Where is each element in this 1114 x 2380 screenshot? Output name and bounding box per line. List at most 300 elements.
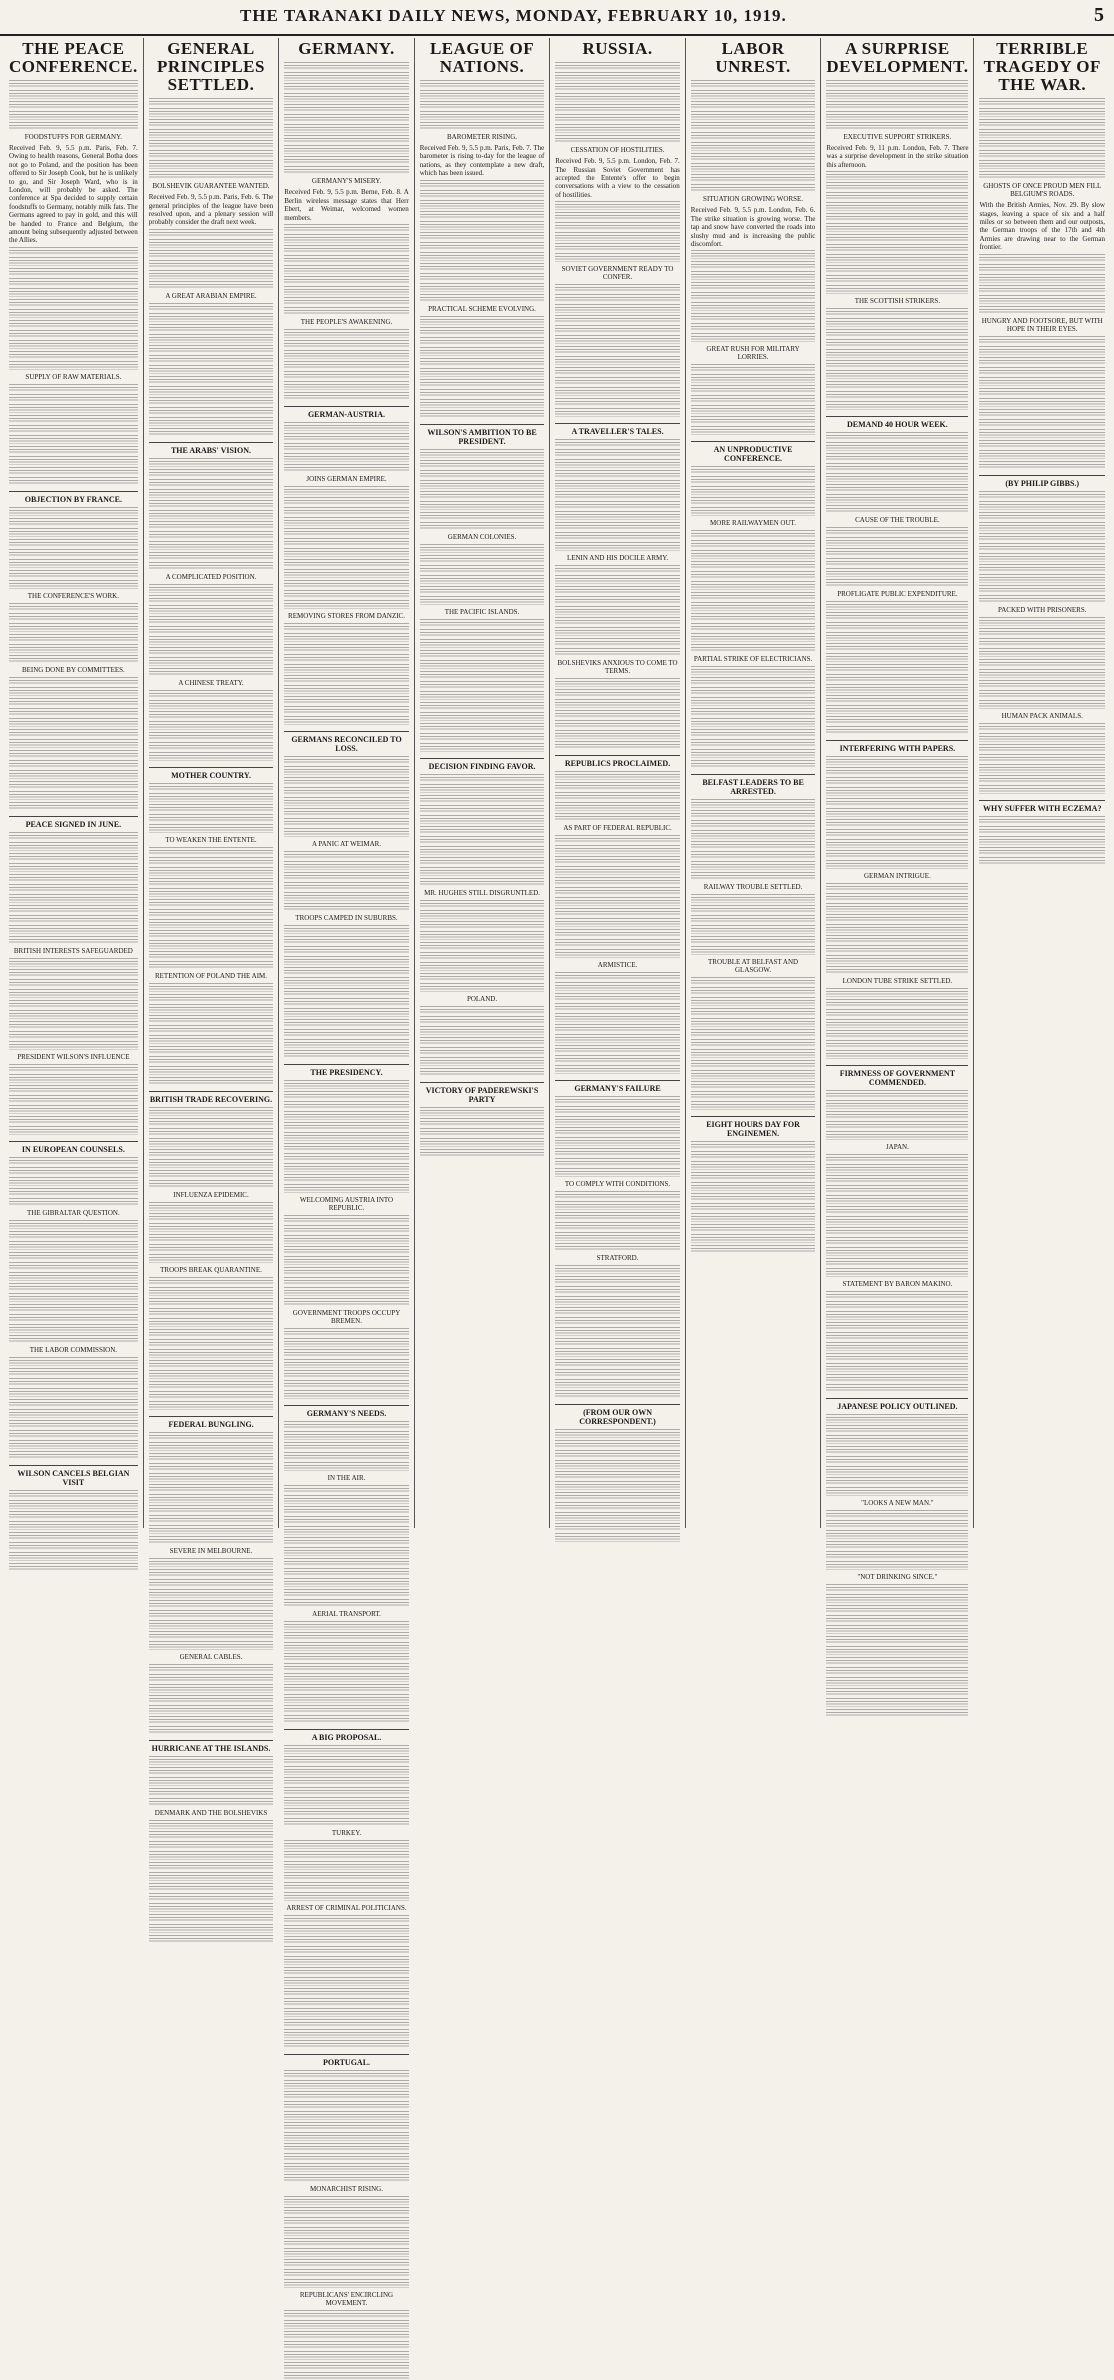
body-text-lines	[149, 783, 274, 791]
body-text-lines	[420, 712, 545, 720]
body-text-lines	[9, 802, 138, 810]
body-text-lines	[149, 1695, 274, 1703]
body-text-lines	[555, 617, 680, 625]
body-text-lines	[9, 90, 138, 98]
body-text-lines	[555, 845, 680, 853]
body-text-lines	[826, 234, 968, 242]
body-text-lines	[691, 894, 816, 902]
body-text-lines	[555, 1106, 680, 1114]
body-text-lines	[284, 861, 409, 869]
section-heading: POLAND.	[466, 994, 498, 1003]
body-text-lines	[691, 872, 816, 880]
body-text-lines	[9, 1095, 138, 1103]
body-text-lines	[9, 925, 138, 933]
body-text-lines	[691, 1213, 816, 1221]
body-text-lines	[555, 710, 680, 718]
body-text-lines	[149, 636, 274, 644]
body-text-lines	[9, 718, 138, 726]
body-text-lines	[420, 596, 545, 604]
body-text-lines	[284, 1421, 409, 1429]
body-text-lines	[149, 1674, 274, 1682]
body-text-lines	[284, 2227, 409, 2235]
body-text-lines	[979, 264, 1105, 272]
body-text-lines	[284, 1787, 409, 1795]
section-heading: BELFAST LEADERS TO BE ARRESTED.	[691, 774, 816, 796]
section-heading: AS PART OF FEDERAL REPUBLIC.	[563, 824, 672, 833]
body-text-lines	[555, 367, 680, 375]
body-text-lines	[149, 1851, 274, 1859]
body-text-lines	[149, 1831, 274, 1839]
body-text-lines	[826, 308, 968, 316]
section-heading: A COMPLICATED POSITION.	[165, 573, 257, 582]
body-text-lines	[420, 1068, 545, 1076]
body-text-lines	[284, 2111, 409, 2119]
body-text-lines	[420, 805, 545, 813]
section-heading: THE GIBRALTAR QUESTION.	[27, 1209, 120, 1218]
body-text-lines	[149, 1066, 274, 1074]
body-text-lines	[826, 80, 968, 88]
body-text-lines	[826, 1185, 968, 1193]
body-text-lines	[555, 449, 680, 457]
body-text-lines	[555, 1243, 680, 1251]
body-text-lines	[555, 972, 680, 980]
body-text-lines	[284, 83, 409, 91]
body-text-lines	[9, 781, 138, 789]
body-text-lines	[9, 425, 138, 433]
body-text-lines	[284, 633, 409, 641]
body-text-lines	[420, 1057, 545, 1065]
column-2	[144, 38, 280, 1818]
section-heading: WHY SUFFER WITH ECZEMA?	[979, 800, 1105, 813]
body-text-lines	[826, 360, 968, 368]
body-text-lines	[284, 1956, 409, 1964]
section-heading: WILSON CANCELS BELGIAN VISIT	[9, 1465, 138, 1487]
body-text-lines	[284, 1882, 409, 1890]
body-text-lines	[149, 1841, 274, 1849]
body-text-lines	[9, 603, 138, 611]
body-text-lines	[691, 530, 816, 538]
body-text-lines	[284, 1050, 409, 1058]
body-text-lines	[555, 1429, 680, 1437]
body-text-lines	[9, 80, 138, 88]
body-text-lines	[9, 340, 138, 348]
body-text-lines	[284, 787, 409, 795]
body-text-lines	[979, 816, 1105, 824]
body-text-lines	[284, 124, 409, 132]
body-text-lines	[9, 1511, 138, 1519]
body-text-lines	[826, 1551, 968, 1559]
body-text-lines	[149, 407, 274, 415]
body-text-lines	[826, 1435, 968, 1443]
body-text-lines	[284, 2269, 409, 2277]
body-text-lines	[284, 892, 409, 900]
column-3	[279, 38, 415, 2307]
body-text-lines	[555, 1471, 680, 1479]
body-text-lines	[284, 350, 409, 358]
body-text-lines	[555, 1512, 680, 1520]
body-text-lines	[420, 544, 545, 552]
body-text-lines	[555, 1379, 680, 1387]
body-text-lines	[149, 930, 274, 938]
section-heading: INFLUENZA EPIDEMIC.	[173, 1191, 249, 1200]
body-text-lines	[149, 1453, 274, 1461]
body-text-lines	[979, 648, 1105, 656]
body-text-lines	[284, 1998, 409, 2006]
body-text-lines	[826, 653, 968, 661]
body-text-lines	[149, 313, 274, 321]
body-text-lines	[826, 1301, 968, 1309]
body-text-lines	[284, 559, 409, 567]
body-text-lines	[284, 1390, 409, 1398]
body-text-lines	[284, 1111, 409, 1119]
body-text-lines	[9, 456, 138, 464]
section-heading: GERMAN-AUSTRIA.	[284, 406, 409, 419]
body-text-lines	[826, 850, 968, 858]
body-text-lines	[149, 857, 274, 865]
body-text-lines	[149, 1277, 274, 1285]
body-text-lines	[691, 613, 816, 621]
body-text-lines	[826, 442, 968, 450]
body-text-lines	[420, 931, 545, 939]
body-text-lines	[555, 689, 680, 697]
body-text-lines	[149, 521, 274, 529]
body-text-lines	[9, 894, 138, 902]
body-text-lines	[420, 522, 545, 530]
section-heading: THE LABOR COMMISSION.	[29, 1346, 118, 1355]
body-text-lines	[420, 795, 545, 803]
body-text-lines	[420, 252, 545, 260]
body-text-lines	[149, 417, 274, 425]
body-text-lines	[826, 705, 968, 713]
body-text-lines	[691, 571, 816, 579]
body-text-lines	[420, 263, 545, 271]
body-text-lines	[826, 90, 968, 98]
body-text-lines	[284, 245, 409, 253]
body-text-lines	[284, 808, 409, 816]
body-text-lines	[555, 1222, 680, 1230]
body-text-lines	[826, 1090, 968, 1098]
body-text-lines	[979, 274, 1105, 282]
body-text-lines	[979, 522, 1105, 530]
body-text-lines	[826, 1709, 968, 1717]
body-text-lines	[691, 333, 816, 341]
body-text-lines	[149, 303, 274, 311]
body-text-lines	[555, 606, 680, 614]
body-text-lines	[284, 1019, 409, 1027]
section-heading: IN EUROPEAN COUNSELS.	[9, 1141, 138, 1154]
body-text-lines	[149, 1505, 274, 1513]
body-text-lines	[555, 1286, 680, 1294]
body-text-lines	[284, 2008, 409, 2016]
body-text-lines	[284, 828, 409, 836]
body-text-lines	[555, 1055, 680, 1063]
body-text-lines	[555, 232, 680, 240]
body-text-lines	[826, 558, 968, 566]
body-text-lines	[284, 1298, 409, 1306]
body-text-lines	[284, 1861, 409, 1869]
body-text-lines	[284, 392, 409, 400]
body-text-lines	[691, 644, 816, 652]
body-text-lines	[149, 345, 274, 353]
body-text-lines	[979, 628, 1105, 636]
section-heading: DECISION FINDING FAVOR.	[420, 758, 545, 771]
body-text-lines	[555, 627, 680, 635]
body-text-lines	[826, 432, 968, 440]
body-text-lines	[979, 857, 1105, 865]
body-text-lines	[9, 1231, 138, 1239]
body-text-lines	[555, 993, 680, 1001]
body-text-lines	[149, 397, 274, 405]
body-text-lines	[284, 706, 409, 714]
body-text-lines	[691, 163, 816, 171]
body-text-lines	[826, 1425, 968, 1433]
body-text-lines	[420, 283, 545, 291]
body-text-lines	[149, 1056, 274, 1064]
body-text-lines	[826, 192, 968, 200]
body-text-lines	[826, 612, 968, 620]
body-text-lines	[555, 93, 680, 101]
body-text-lines	[555, 1191, 680, 1199]
body-text-lines	[284, 2362, 409, 2370]
section-heading: GERMANS RECONCILED TO LOSS.	[284, 731, 409, 753]
body-text-lines	[284, 1442, 409, 1450]
body-text-lines	[555, 720, 680, 728]
section-heading: CESSATION OF HOSTILITIES.	[570, 146, 665, 155]
body-text-lines	[555, 212, 680, 220]
body-text-lines	[284, 2132, 409, 2140]
body-text-lines	[149, 355, 274, 363]
body-text-lines	[555, 730, 680, 738]
body-text-lines	[420, 733, 545, 741]
body-text-lines	[149, 500, 274, 508]
column-1	[4, 38, 144, 1528]
body-text-lines	[691, 1161, 816, 1169]
section-heading: THE PACIFIC ISLANDS.	[444, 607, 520, 616]
body-text-lines	[979, 419, 1105, 427]
body-text-lines	[149, 1180, 274, 1188]
body-text-lines	[691, 623, 816, 631]
body-text-lines	[826, 1291, 968, 1299]
section-heading: "LOOKS A NEW MAN."	[861, 1498, 934, 1507]
body-text-lines	[691, 1101, 816, 1109]
article-body: Received Feb. 9, 5.5 p.m. Paris, Feb. 7. Owing to health reasons, General Botha does not go to Poland, and the position has been offered to Sir Joseph Cook, but he is unlikely to go, and Sir Joseph Ward, who is in London, will probably be asked. The conference at Spa decided to supply certain foodstuffs to Germany, notably milk fats. The Germans agreed to pay in gold, and this will be handed to France and Belgium, the amount being subsequently adjusted between the Allies.	[9, 143, 138, 245]
body-text-lines	[691, 592, 816, 600]
body-text-lines	[284, 2331, 409, 2339]
body-text-lines	[826, 726, 968, 734]
body-text-lines	[284, 2341, 409, 2349]
body-text-lines	[420, 867, 545, 875]
body-text-lines	[284, 580, 409, 588]
body-text-lines	[284, 1705, 409, 1713]
body-text-lines	[555, 1327, 680, 1335]
body-text-lines	[691, 977, 816, 985]
body-text-lines	[9, 750, 138, 758]
body-text-lines	[284, 276, 409, 284]
body-text-lines	[555, 335, 680, 343]
body-text-lines	[979, 388, 1105, 396]
body-text-lines	[979, 346, 1105, 354]
body-text-lines	[979, 595, 1105, 603]
body-text-lines	[826, 318, 968, 326]
section-heading: INTERFERING WITH PAPERS.	[826, 740, 968, 753]
body-text-lines	[9, 446, 138, 454]
body-text-lines	[149, 1432, 274, 1440]
section-heading: GENERAL CABLES.	[179, 1652, 243, 1661]
body-text-lines	[149, 1641, 274, 1649]
body-text-lines	[979, 512, 1105, 520]
body-text-lines	[826, 537, 968, 545]
body-text-lines	[284, 507, 409, 515]
body-text-lines	[555, 1013, 680, 1021]
body-text-lines	[284, 371, 409, 379]
body-text-lines	[284, 2040, 409, 2048]
body-text-lines	[555, 1158, 680, 1166]
body-text-lines	[826, 1216, 968, 1224]
body-text-lines	[284, 1029, 409, 1037]
column-headline: THE PEACE CONFERENCE.	[9, 39, 138, 76]
body-text-lines	[284, 1673, 409, 1681]
body-text-lines	[149, 888, 274, 896]
body-text-lines	[420, 190, 545, 198]
section-heading: BEING DONE BY COMMITTEES.	[21, 665, 125, 674]
body-text-lines	[149, 1494, 274, 1502]
body-text-lines	[9, 1304, 138, 1312]
body-text-lines	[826, 101, 968, 109]
body-text-lines	[9, 874, 138, 882]
body-text-lines	[9, 1378, 138, 1386]
body-text-lines	[9, 936, 138, 944]
section-heading: GERMANY'S FAILURE	[555, 1080, 680, 1093]
body-text-lines	[149, 1684, 274, 1692]
body-text-lines	[284, 903, 409, 911]
body-text-lines	[284, 766, 409, 774]
body-text-lines	[555, 491, 680, 499]
body-text-lines	[9, 580, 138, 588]
body-text-lines	[826, 945, 968, 953]
body-text-lines	[691, 915, 816, 923]
body-text-lines	[555, 835, 680, 843]
section-heading: PACKED WITH PRISONERS.	[997, 606, 1087, 615]
body-text-lines	[555, 1276, 680, 1284]
body-text-lines	[9, 549, 138, 557]
body-text-lines	[284, 265, 409, 273]
body-text-lines	[420, 211, 545, 219]
body-text-lines	[284, 297, 409, 305]
body-text-lines	[284, 1462, 409, 1470]
body-text-lines	[284, 1977, 409, 1985]
body-text-lines	[979, 754, 1105, 762]
body-text-lines	[979, 585, 1105, 593]
body-text-lines	[284, 1589, 409, 1597]
body-text-lines	[691, 153, 816, 161]
body-text-lines	[149, 1015, 274, 1023]
body-text-lines	[691, 1029, 816, 1037]
body-text-lines	[555, 1317, 680, 1325]
body-text-lines	[979, 785, 1105, 793]
body-text-lines	[149, 1244, 274, 1252]
body-text-lines	[149, 1924, 274, 1932]
body-text-lines	[826, 601, 968, 609]
body-text-lines	[9, 1409, 138, 1417]
body-text-lines	[420, 200, 545, 208]
body-text-lines	[555, 802, 680, 810]
section-heading: THE CONFERENCE'S WORK.	[27, 591, 119, 600]
body-text-lines	[826, 1131, 968, 1139]
body-text-lines	[149, 562, 274, 570]
body-text-lines	[826, 381, 968, 389]
body-text-lines	[149, 1515, 274, 1523]
body-text-lines	[555, 356, 680, 364]
body-text-lines	[826, 244, 968, 252]
body-text-lines	[826, 122, 968, 130]
body-text-lines	[826, 370, 968, 378]
body-text-lines	[420, 80, 545, 88]
body-text-lines	[9, 1157, 138, 1165]
body-text-lines	[691, 1081, 816, 1089]
body-text-lines	[9, 634, 138, 642]
body-text-lines	[284, 497, 409, 505]
body-text-lines	[284, 1694, 409, 1702]
body-text-lines	[149, 1610, 274, 1618]
body-text-lines	[826, 182, 968, 190]
body-text-lines	[555, 222, 680, 230]
body-text-lines	[284, 340, 409, 348]
body-text-lines	[979, 501, 1105, 509]
article-body: Received Feb. 9, 5.5 p.m. Paris, Feb. 7. The barometer is rising to-day for the league of nations, as they contemplate a new draft, which has been issued.	[419, 143, 545, 178]
body-text-lines	[284, 464, 409, 472]
body-text-lines	[149, 1893, 274, 1901]
body-text-lines	[420, 111, 545, 119]
body-text-lines	[9, 1188, 138, 1196]
body-text-lines	[9, 1177, 138, 1185]
body-text-lines	[555, 1481, 680, 1489]
body-text-lines	[826, 1384, 968, 1392]
body-text-lines	[826, 111, 968, 119]
body-text-lines	[826, 1342, 968, 1350]
body-text-lines	[691, 80, 816, 88]
body-text-lines	[9, 309, 138, 317]
body-text-lines	[420, 878, 545, 886]
body-text-lines	[691, 708, 816, 716]
body-text-lines	[979, 617, 1105, 625]
body-text-lines	[149, 281, 274, 289]
body-text-lines	[826, 1636, 968, 1644]
body-text-lines	[284, 486, 409, 494]
body-text-lines	[555, 1492, 680, 1500]
body-text-lines	[9, 760, 138, 768]
section-heading: STATEMENT BY BARON MAKINO.	[842, 1279, 953, 1288]
body-text-lines	[149, 229, 274, 237]
body-text-lines	[555, 114, 680, 122]
body-text-lines	[826, 1247, 968, 1255]
section-heading: PRESIDENT WILSON'S INFLUENCE	[17, 1052, 130, 1061]
body-text-lines	[284, 956, 409, 964]
section-heading: STRATFORD.	[596, 1254, 639, 1263]
section-heading: WILSON'S AMBITION TO BE PRESIDENT.	[420, 424, 545, 446]
body-text-lines	[555, 939, 680, 947]
body-text-lines	[149, 595, 274, 603]
body-text-lines	[149, 1484, 274, 1492]
body-text-lines	[149, 1349, 274, 1357]
body-text-lines	[9, 1451, 138, 1459]
body-text-lines	[555, 346, 680, 354]
body-text-lines	[420, 575, 545, 583]
body-text-lines	[149, 1370, 274, 1378]
body-text-lines	[555, 897, 680, 905]
body-text-lines	[284, 1516, 409, 1524]
body-text-lines	[826, 1625, 968, 1633]
body-text-lines	[555, 1460, 680, 1468]
